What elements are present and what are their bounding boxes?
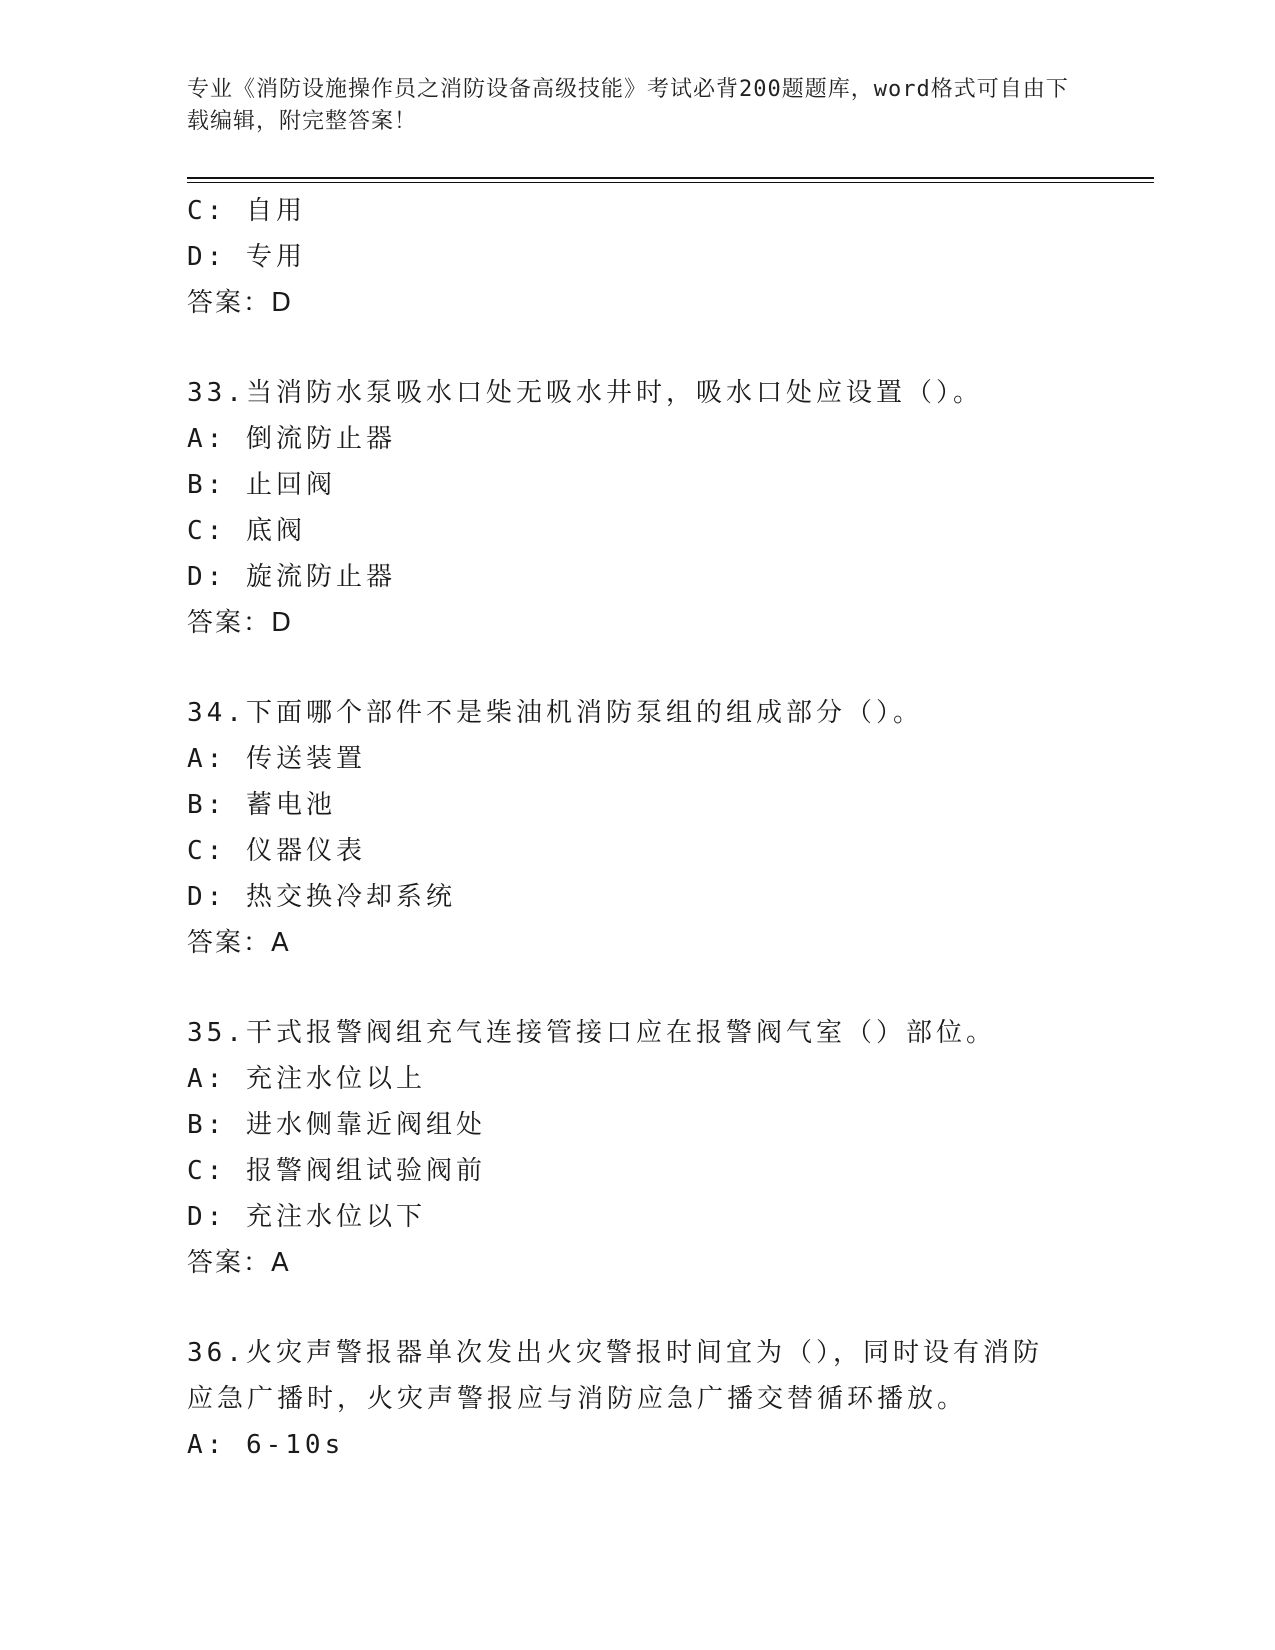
option-line: B: 进水侧靠近阀组处 xyxy=(187,1110,486,1140)
answer-line: 答案：D xyxy=(187,608,294,638)
question-stem: 33.当消防水泵吸水口处无吸水井时，吸水口处应设置（）。 xyxy=(187,378,983,408)
answer-line: 答案：A xyxy=(187,928,291,958)
option-line: A: 6-10s xyxy=(187,1430,345,1460)
option-line: D: 热交换冷却系统 xyxy=(187,882,456,912)
header-rule-thin xyxy=(187,182,1154,183)
question-stem: 35.干式报警阀组充气连接管接口应在报警阀气室（）部位。 xyxy=(187,1018,996,1048)
document-header: 专业《消防设施操作员之消防设备高级技能》考试必背200题题库，word格式可自由下载编辑，附完整答案！ xyxy=(187,77,1069,134)
option-line: C: 报警阀组试验阀前 xyxy=(187,1156,486,1186)
option-line: D: 充注水位以下 xyxy=(187,1202,426,1232)
option-line: B: 蓄电池 xyxy=(187,790,336,820)
answer-line: 答案：A xyxy=(187,1248,291,1278)
option-line: A: 倒流防止器 xyxy=(187,424,396,454)
option-line: D: 专用 xyxy=(187,242,306,272)
option-line: C: 自用 xyxy=(187,196,306,226)
answer-line: 答案：D xyxy=(187,288,294,318)
option-line: A: 充注水位以上 xyxy=(187,1064,426,1094)
option-line: D: 旋流防止器 xyxy=(187,562,396,592)
question-stem: 34.下面哪个部件不是柴油机消防泵组的组成部分（）。 xyxy=(187,698,923,728)
option-line: B: 止回阀 xyxy=(187,470,336,500)
header-rule-thick xyxy=(187,177,1154,179)
option-line: C: 底阀 xyxy=(187,516,306,546)
option-line: A: 传送装置 xyxy=(187,744,366,774)
question-list xyxy=(187,188,1087,1468)
question-stem: 36.火灾声警报器单次发出火灾警报时间宜为（），同时设有消防应急广播时，火灾声警报应与消防应急广播交替循环播放。 xyxy=(187,1338,1043,1414)
option-line: C: 仪器仪表 xyxy=(187,836,366,866)
